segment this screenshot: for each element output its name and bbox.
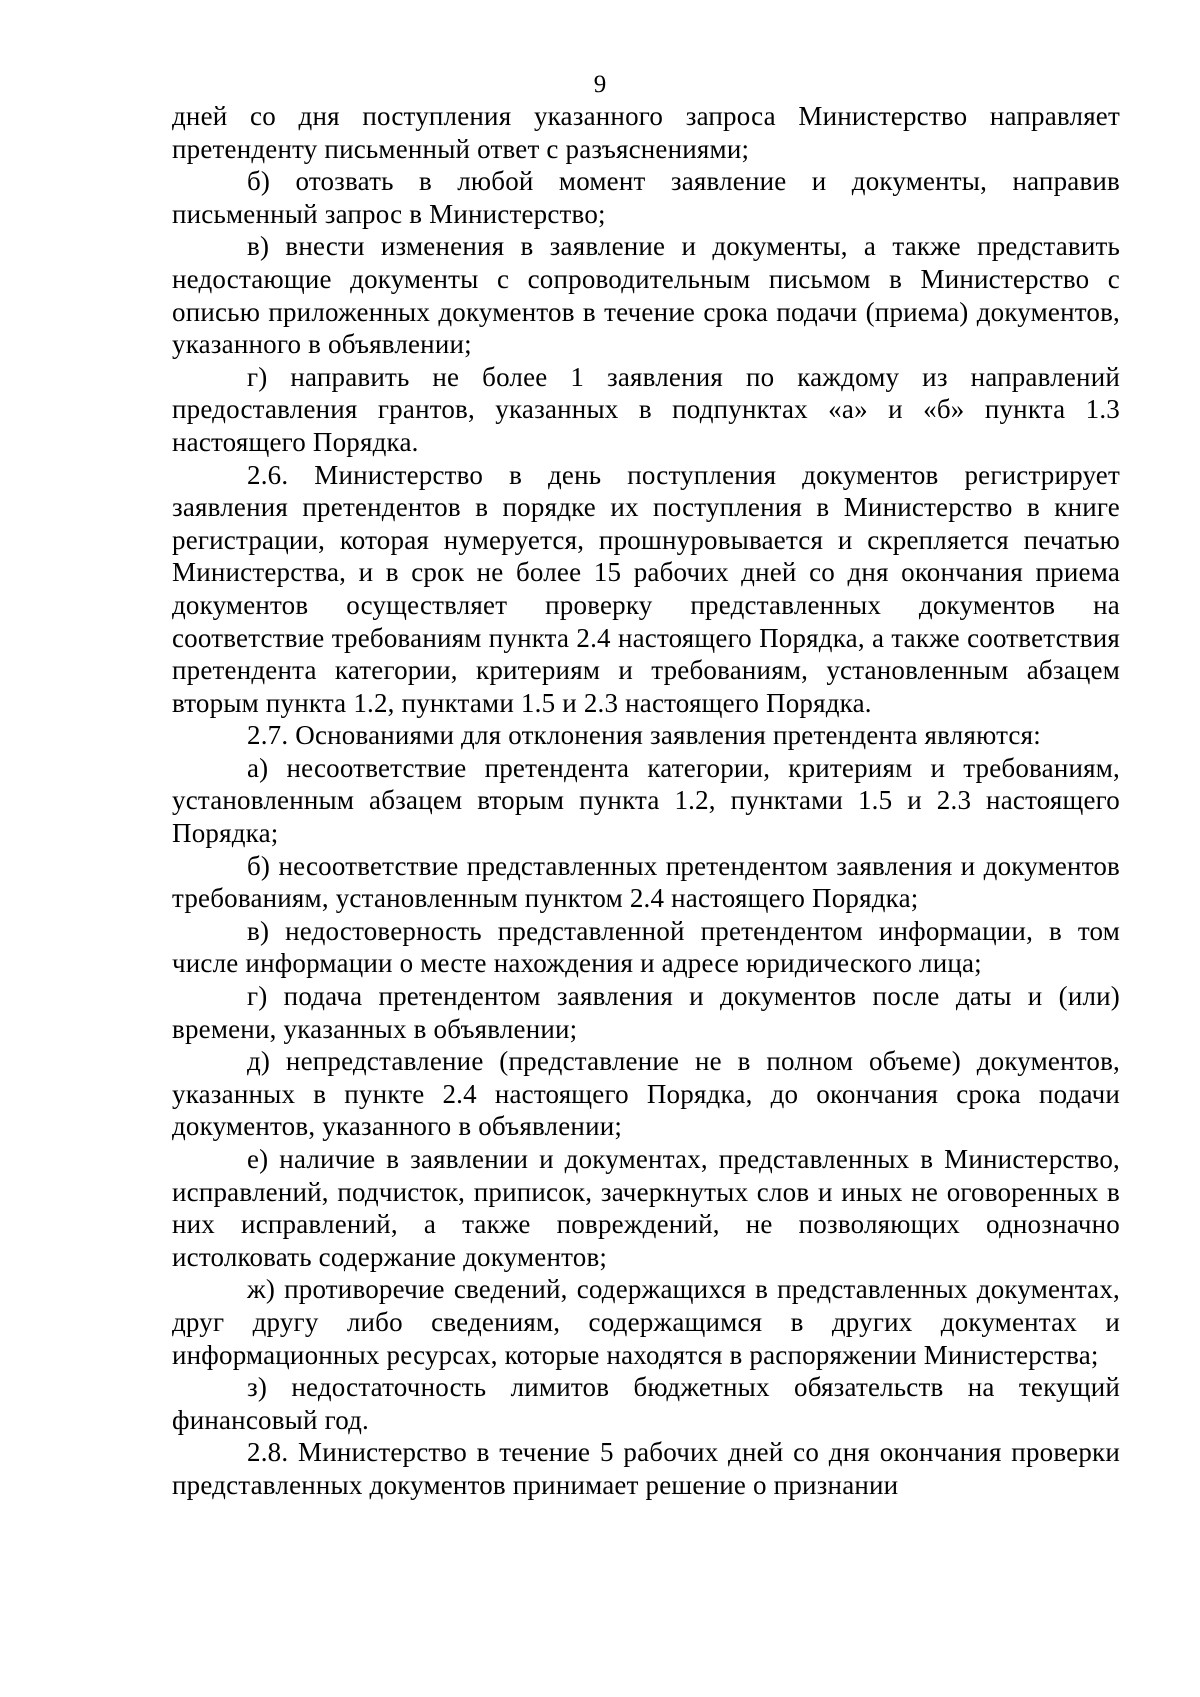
paragraph: г) направить не более 1 заявления по каждому из направлений предоставления грантов, указанных в подпунктах «а» и «б» пункта 1.3 настоящего Порядка. (172, 361, 1120, 457)
paragraph: ж) противоречие сведений, содержащихся в представленных документах, друг другу либо сведениям, содержащимся в других документах и информационных ресурсах, которые находятся в распоряжении Министерства; (172, 1274, 1120, 1370)
paragraph: б) несоответствие представленных претендентом заявления и документов требованиям, установленным пунктом 2.4 настоящего Порядка; (172, 850, 1120, 914)
paragraph: в) недостоверность представленной претендентом информации, в том числе информации о месте нахождения и адресе юридического лица; (172, 915, 1120, 979)
paragraph: а) несоответствие претендента категории, критериям и требованиям, установленным абзацем вторым пункта 1.2, пунктами 1.5 и 2.3 настоящего Порядка; (172, 752, 1120, 849)
paragraph: в) внести изменения в заявление и документы, а также представить недостающие документы с сопроводительным письмом в Министерство с описью приложенных документов в течение срока подачи (приема) документов, указанного в объявлении; (172, 231, 1120, 360)
paragraph: дней со дня поступления указанного запроса Министерство направляет претенденту письменный ответ с разъяснениями; (172, 101, 1120, 164)
paragraph: г) подача претендентом заявления и документов после даты и (или) времени, указанных в объявлении; (172, 981, 1120, 1044)
paragraph: 2.8. Министерство в течение 5 рабочих дней со дня окончания проверки представленных документов принимает решение о признании (172, 1437, 1120, 1500)
paragraph: 2.7. Основаниями для отклонения заявления претендента являются: (247, 720, 1041, 751)
document-body (172, 100, 1120, 1502)
paragraph: б) отозвать в любой момент заявление и документы, направив письменный запрос в Министерство; (172, 166, 1120, 229)
paragraph: е) наличие в заявлении и документах, представленных в Министерство, исправлений, подчисток, приписок, зачеркнутых слов и иных не оговоренных в них исправлений, а также повреждений, не позволяющих однозначно истолковать содержание документов; (172, 1144, 1120, 1272)
paragraph: д) непредставление (представление не в полном объеме) документов, указанных в пункте 2.4 настоящего Порядка, до окончания срока подачи документов, указанного в объявлении; (172, 1046, 1120, 1142)
page-number: 9 (593, 71, 607, 98)
paragraph: 2.6. Министерство в день поступления документов регистрирует заявления претендентов в порядке их поступления в Министерство в книге регистрации, которая нумеруется, прошнуровывается и скрепляется печатью Министерства, и в срок не более 15 рабочих дней со дня окончания приема документов осуществляет проверку представленных документов на соответствие требованиям пункта 2.4 настоящего Порядка, а также соответствия претендента категории, критериям и требованиям, установленным абзацем вторым пункта 1.2, пунктами 1.5 и 2.3 настоящего Порядка. (172, 459, 1120, 718)
paragraph: з) недостаточность лимитов бюджетных обязательств на текущий финансовый год. (172, 1372, 1120, 1435)
